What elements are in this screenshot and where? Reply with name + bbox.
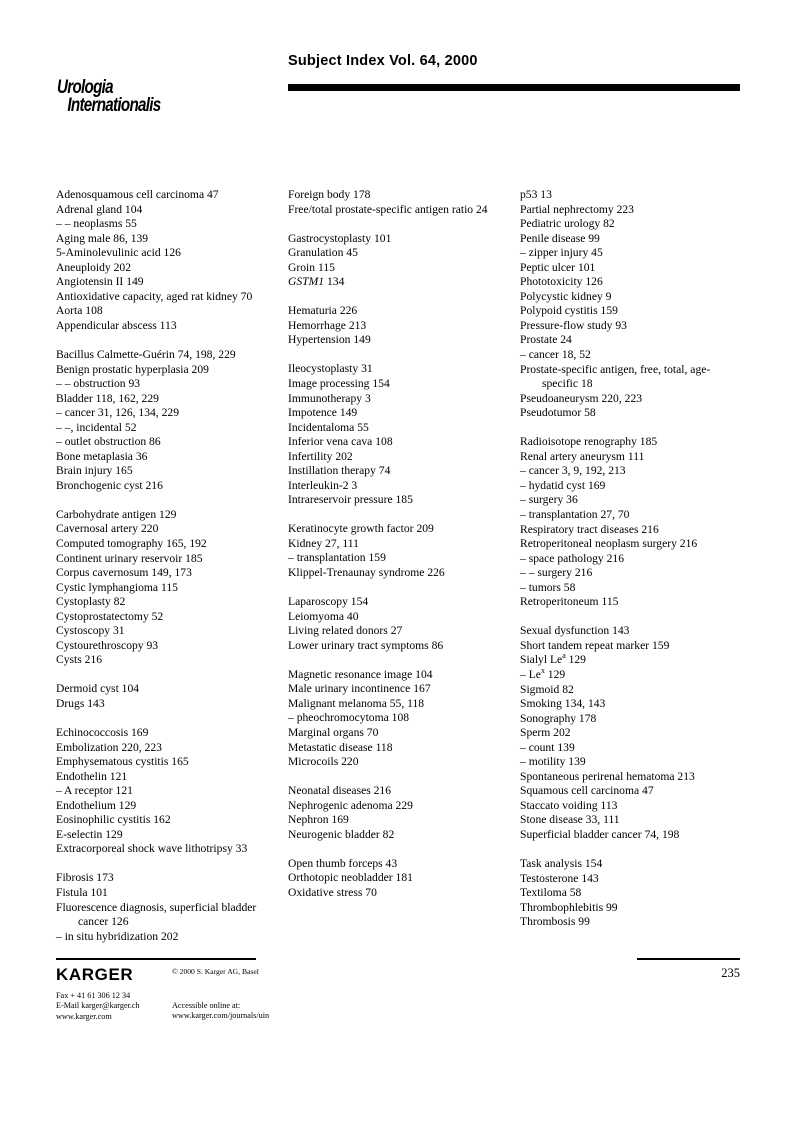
index-entry: Hypertension 149 bbox=[288, 333, 371, 347]
index-entry: Orthotopic neobladder 181 bbox=[288, 871, 413, 885]
index-entry: Pressure-flow study 93 bbox=[520, 318, 627, 332]
index-group bbox=[288, 304, 512, 348]
index-entry: Endothelium 129 bbox=[56, 798, 137, 812]
index-entry: Continent urinary reservoir 185 bbox=[56, 551, 203, 565]
index-entry: Pediatric urology 82 bbox=[520, 217, 615, 231]
superscript-marker: a bbox=[562, 651, 566, 661]
index-entry: Partial nephrectomy 223 bbox=[520, 202, 634, 216]
index-entry: Interleukin-2 3 bbox=[288, 478, 358, 492]
index-entry: p53 13 bbox=[520, 188, 552, 201]
journal-logo-line-2: Internationalis bbox=[67, 95, 161, 116]
index-entry: Cystoscopy 31 bbox=[56, 624, 125, 638]
index-entry: – cancer 31, 126, 134, 229 bbox=[56, 406, 179, 420]
index-entry: Respiratory tract diseases 216 bbox=[520, 522, 659, 536]
index-entry: Oxidative stress 70 bbox=[288, 885, 377, 899]
journal-logo bbox=[57, 79, 201, 115]
index-entry: Adenosquamous cell carcinoma 47 bbox=[56, 188, 219, 201]
footer-rule-right bbox=[637, 958, 740, 960]
index-group bbox=[56, 726, 280, 857]
index-group bbox=[56, 188, 280, 333]
index-entry: Microcoils 220 bbox=[288, 755, 359, 769]
email-line: E-Mail karger@karger.ch bbox=[56, 1001, 140, 1011]
online-access-url: www.karger.com/journals/uin bbox=[172, 1011, 270, 1021]
page-number: 235 bbox=[721, 966, 740, 980]
index-entry: Dermoid cyst 104 bbox=[56, 682, 140, 696]
superscript-marker: x bbox=[540, 666, 545, 676]
index-entry: Impotence 149 bbox=[288, 406, 358, 420]
index-entry: Groin 115 bbox=[288, 260, 335, 274]
index-entry: Carbohydrate antigen 129 bbox=[56, 507, 177, 521]
online-access-label: Accessible online at: bbox=[172, 1001, 241, 1010]
index-entry: Renal artery aneurysm 111 bbox=[520, 449, 645, 463]
index-entry: Cystourethroscopy 93 bbox=[56, 638, 159, 652]
index-entry: Male urinary incontinence 167 bbox=[288, 682, 431, 696]
index-entry: Cystic lymphangioma 115 bbox=[56, 580, 178, 594]
index-group bbox=[520, 857, 744, 930]
index-entry: Squamous cell carcinoma 47 bbox=[520, 784, 654, 798]
index-group bbox=[520, 435, 744, 610]
subject-index-body bbox=[0, 188, 793, 943]
index-entry: Cavernosal artery 220 bbox=[56, 522, 159, 536]
index-entry: – – obstruction 93 bbox=[56, 377, 141, 391]
index-entry: Image processing 154 bbox=[288, 376, 390, 390]
index-entry: Fibrosis 173 bbox=[56, 871, 114, 885]
index-entry: Foreign body 178 bbox=[288, 188, 371, 201]
index-entry: Nephrogenic adenoma 229 bbox=[288, 798, 413, 812]
index-entry: Sigmoid 82 bbox=[520, 682, 574, 696]
index-entry: GSTM1 134 bbox=[288, 275, 345, 289]
index-entry: Sexual dysfunction 143 bbox=[520, 624, 630, 638]
index-entry: Angiotensin II 149 bbox=[56, 275, 144, 289]
index-entry: – motility 139 bbox=[520, 755, 586, 769]
index-entry: Sialyl Le$^a$ 129 bbox=[520, 651, 586, 667]
index-group bbox=[288, 362, 512, 507]
index-entry: Textiloma 58 bbox=[520, 886, 582, 900]
index-entry: Intrareservoir pressure 185 bbox=[288, 493, 413, 507]
index-entry: Inferior vena cava 108 bbox=[288, 435, 393, 449]
index-entry: Phototoxicity 126 bbox=[520, 275, 603, 289]
index-entry-italic-term: GSTM1 bbox=[288, 275, 325, 289]
index-entry: Brain injury 165 bbox=[56, 464, 133, 478]
index-entry: Sperm 202 bbox=[520, 726, 571, 740]
index-entry: – pheochromocytoma 108 bbox=[288, 711, 410, 725]
index-entry: Prostate-specific antigen, free, total, age-specific 18 bbox=[520, 362, 711, 391]
index-entry: Embolization 220, 223 bbox=[56, 740, 162, 754]
journal-logo-line-1: Urologia bbox=[57, 77, 113, 98]
index-entry: – outlet obstruction 86 bbox=[56, 435, 161, 449]
index-entry: Radioisotope renography 185 bbox=[520, 435, 658, 449]
index-entry: Marginal organs 70 bbox=[288, 725, 379, 739]
index-entry: Emphysematous cystitis 165 bbox=[56, 755, 189, 769]
index-entry: Living related donors 27 bbox=[288, 624, 403, 638]
index-entry: Polycystic kidney 9 bbox=[520, 289, 612, 303]
index-entry: – – surgery 216 bbox=[520, 566, 593, 580]
index-entry: Cysts 216 bbox=[56, 653, 103, 667]
index-entry: – zipper injury 45 bbox=[520, 246, 603, 260]
index-entry: Pseudotumor 58 bbox=[520, 406, 596, 420]
online-access bbox=[172, 1001, 269, 1022]
index-entry: Kidney 27, 111 bbox=[288, 536, 359, 550]
index-entry: Immunotherapy 3 bbox=[288, 391, 371, 405]
index-entry: Instillation therapy 74 bbox=[288, 464, 391, 478]
index-entry: – –, incidental 52 bbox=[56, 420, 137, 434]
index-entry: Klippel-Trenaunay syndrome 226 bbox=[288, 566, 445, 580]
index-entry: Fistula 101 bbox=[56, 886, 108, 900]
index-entry: Endothelin 121 bbox=[56, 769, 128, 783]
index-entry: Retroperitoneum 115 bbox=[520, 595, 619, 609]
index-entry: – Le$^x$ 129 bbox=[520, 666, 566, 681]
index-entry: 5-Aminolevulinic acid 126 bbox=[56, 246, 181, 260]
index-group bbox=[288, 857, 512, 901]
index-entry: Thrombophlebitis 99 bbox=[520, 900, 618, 914]
index-entry: Ileocystoplasty 31 bbox=[288, 362, 373, 376]
index-entry: Task analysis 154 bbox=[520, 857, 603, 871]
index-column-1 bbox=[56, 188, 280, 944]
index-entry: Spontaneous perirenal hematoma 213 bbox=[520, 769, 695, 783]
index-entry: Granulation 45 bbox=[288, 246, 358, 260]
footer-rule-left bbox=[56, 958, 256, 960]
index-entry: Peptic ulcer 101 bbox=[520, 260, 596, 274]
index-column-3 bbox=[520, 188, 744, 930]
publisher-contact bbox=[56, 991, 140, 1022]
index-entry: – in situ hybridization 202 bbox=[56, 929, 179, 943]
index-entry: Metastatic disease 118 bbox=[288, 740, 393, 754]
index-entry: Infertility 202 bbox=[288, 449, 353, 463]
index-entry: – hydatid cyst 169 bbox=[520, 478, 606, 492]
index-entry: Gastrocystoplasty 101 bbox=[288, 231, 392, 245]
index-entry: Open thumb forceps 43 bbox=[288, 856, 398, 870]
index-entry: Echinococcosis 169 bbox=[56, 726, 149, 740]
index-entry: – transplantation 27, 70 bbox=[520, 507, 630, 521]
index-entry: Smoking 134, 143 bbox=[520, 697, 606, 711]
index-entry: Stone disease 33, 111 bbox=[520, 813, 620, 827]
index-group bbox=[56, 348, 280, 493]
index-entry: – surgery 36 bbox=[520, 493, 578, 507]
index-entry: Eosinophilic cystitis 162 bbox=[56, 813, 171, 827]
index-entry: Benign prostatic hyperplasia 209 bbox=[56, 362, 209, 376]
index-entry: Pseudoaneurysm 220, 223 bbox=[520, 391, 643, 405]
index-group bbox=[520, 188, 744, 421]
copyright-notice: © 2000 S. Karger AG, Basel bbox=[172, 967, 259, 976]
index-entry: Thrombosis 99 bbox=[520, 915, 590, 929]
page-title: Subject Index Vol. 64, 2000 bbox=[288, 53, 478, 69]
index-entry: Sonography 178 bbox=[520, 711, 597, 725]
index-entry: Short tandem repeat marker 159 bbox=[520, 638, 670, 652]
index-entry: Nephron 169 bbox=[288, 813, 349, 827]
index-entry: Keratinocyte growth factor 209 bbox=[288, 522, 434, 536]
index-group bbox=[288, 595, 512, 653]
index-entry: Aneuploidy 202 bbox=[56, 260, 132, 274]
index-entry: Incidentaloma 55 bbox=[288, 420, 369, 434]
index-entry: Leiomyoma 40 bbox=[288, 609, 359, 623]
index-entry: Fluorescence diagnosis, superficial bladder cancer 126 bbox=[56, 900, 257, 929]
index-entry: – tumors 58 bbox=[520, 580, 576, 594]
index-group bbox=[56, 871, 280, 944]
index-entry: – cancer 18, 52 bbox=[520, 348, 591, 362]
index-entry: Aging male 86, 139 bbox=[56, 231, 149, 245]
index-entry: Adrenal gland 104 bbox=[56, 202, 143, 216]
index-entry: Staccato voiding 113 bbox=[520, 798, 618, 812]
page-footer bbox=[0, 958, 793, 1038]
index-group bbox=[288, 784, 512, 842]
index-entry: Corpus cavernosum 149, 173 bbox=[56, 566, 192, 580]
index-entry: Aorta 108 bbox=[56, 304, 103, 318]
index-entry: Retroperitoneal neoplasm surgery 216 bbox=[520, 537, 698, 551]
page-header bbox=[0, 0, 793, 170]
index-entry: Magnetic resonance image 104 bbox=[288, 667, 433, 681]
index-entry: – space pathology 216 bbox=[520, 551, 624, 565]
website-line: www.karger.com bbox=[56, 1011, 112, 1021]
index-group bbox=[56, 682, 280, 711]
index-entry: Testosterone 143 bbox=[520, 871, 599, 885]
index-group bbox=[288, 188, 512, 217]
index-entry: Neonatal diseases 216 bbox=[288, 784, 392, 798]
fax-line: Fax + 41 61 306 12 34 bbox=[56, 991, 131, 1000]
index-entry: Computed tomography 165, 192 bbox=[56, 537, 207, 551]
index-entry: Penile disease 99 bbox=[520, 231, 600, 245]
index-entry: Antioxidative capacity, aged rat kidney 70 bbox=[56, 289, 253, 303]
index-entry: Hematuria 226 bbox=[288, 304, 358, 318]
header-rule bbox=[288, 84, 740, 91]
index-entry: – – neoplasms 55 bbox=[56, 217, 137, 231]
index-group bbox=[288, 232, 512, 290]
index-entry: Lower urinary tract symptoms 86 bbox=[288, 638, 444, 652]
index-entry: Free/total prostate-specific antigen ratio 24 bbox=[288, 202, 488, 216]
index-group bbox=[288, 668, 512, 770]
index-entry: – transplantation 159 bbox=[288, 551, 386, 565]
index-group bbox=[288, 522, 512, 580]
index-entry: Laparoscopy 154 bbox=[288, 595, 369, 609]
index-entry: Neurogenic bladder 82 bbox=[288, 827, 395, 841]
index-entry: Superficial bladder cancer 74, 198 bbox=[520, 827, 680, 841]
index-entry: Polypoid cystitis 159 bbox=[520, 304, 618, 318]
index-column-2 bbox=[288, 188, 512, 900]
index-entry: Extracorporeal shock wave lithotripsy 33 bbox=[56, 842, 248, 856]
index-group bbox=[520, 624, 744, 842]
index-entry: Cystoprostatectomy 52 bbox=[56, 609, 164, 623]
index-entry: – A receptor 121 bbox=[56, 784, 133, 798]
index-entry: Malignant melanoma 55, 118 bbox=[288, 696, 425, 710]
index-entry: Prostate 24 bbox=[520, 333, 572, 347]
karger-logo: KARGER bbox=[56, 965, 134, 984]
index-entry: E-selectin 129 bbox=[56, 827, 123, 841]
index-group bbox=[56, 508, 280, 668]
index-entry: Bacillus Calmette-Guérin 74, 198, 229 bbox=[56, 347, 236, 361]
index-entry: Bladder 118, 162, 229 bbox=[56, 391, 159, 405]
index-entry: Appendicular abscess 113 bbox=[56, 318, 177, 332]
index-entry: Bronchogenic cyst 216 bbox=[56, 478, 163, 492]
index-entry: Hemorrhage 213 bbox=[288, 318, 367, 332]
index-entry: – count 139 bbox=[520, 740, 575, 754]
index-entry: – cancer 3, 9, 192, 213 bbox=[520, 464, 626, 478]
index-entry: Drugs 143 bbox=[56, 697, 105, 710]
index-entry: Cystoplasty 82 bbox=[56, 595, 126, 609]
index-entry: Bone metaplasia 36 bbox=[56, 449, 148, 463]
